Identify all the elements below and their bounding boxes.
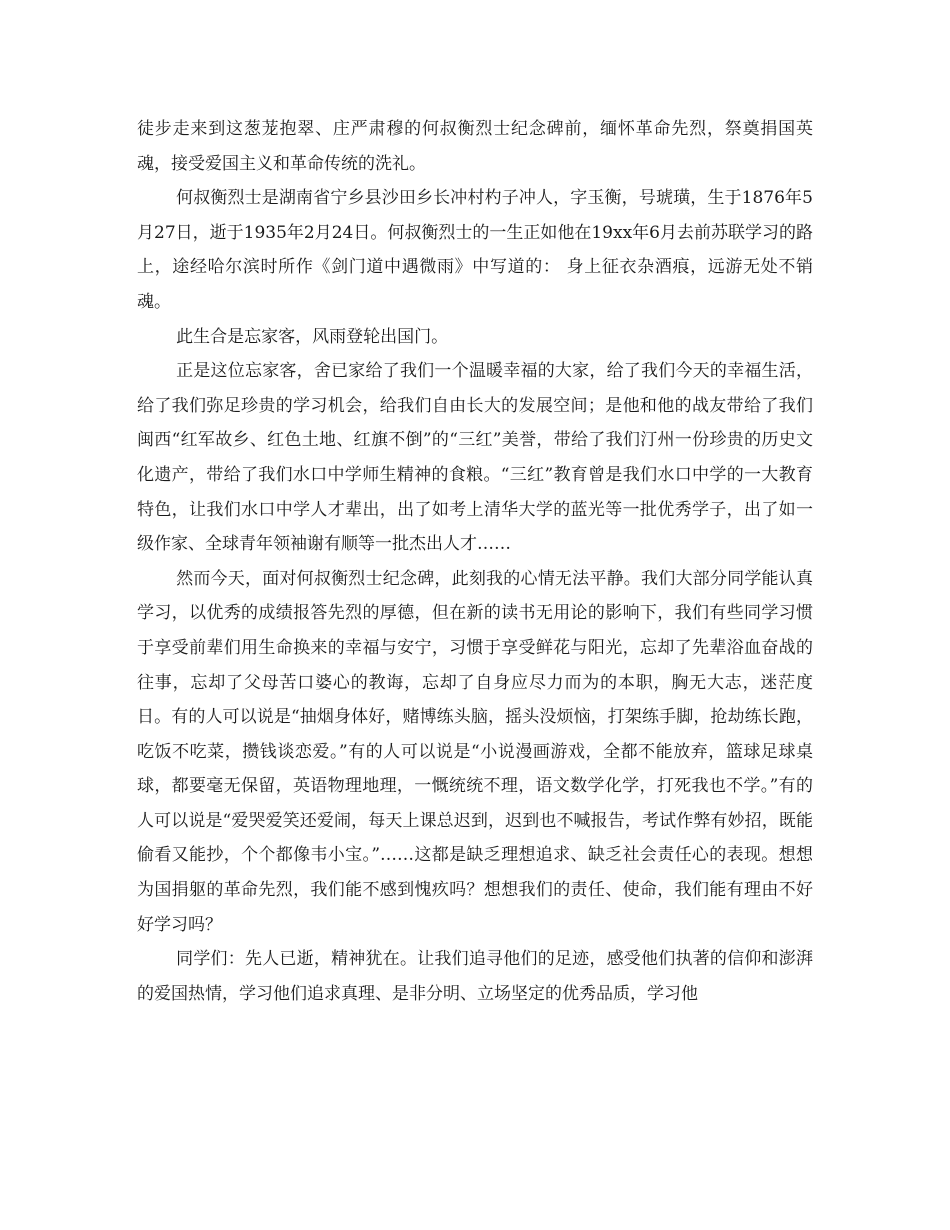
paragraph-call-to-action: 同学们：先人已逝，精神犹在。让我们追寻他们的足迹，感受他们执著的信仰和澎湃的爱国热情，学习他们追求真理、是非分明、立场坚定的优秀品质，学习他 xyxy=(137,949,813,1004)
paragraph-reflection: 然而今天，面对何叔衡烈士纪念碑，此刻我的心情无法平静。我们大部分同学能认真学习，以优秀的成绩报答先烈的厚德，但在新的读书无用论的影响下，我们有些同学习惯于享受前辈们用生命换来的幸福与安宁，习惯于享受鲜花与阳光，忘却了先辈浴血奋战的往事，忘却了父母苦口婆心的教诲，忘却了自身应尽力而为的本职，胸无大志，迷茫度日。有的人可以说是“抽烟身体好，赌博练头脑，摇头没烦恼，打架练手脚，抢劫练长跑，吃饭不吃菜，攒钱谈恋爱。”有的人可以说是“小说漫画游戏，全都不能放弃，篮球足球桌球，都要毫无保留，英语物理地理，一慨统统不理，语文数学化学，打死我也不学。”有的人可以说是“爱哭爱笑还爱闹，每天上课总迟到，迟到也不喊报告，考试作弊有妙招，既能偷看又能抄，个个都像韦小宝。”……这都是缺乏理想追求、缺乏社会责任心的表现。想想为国捐躯的革命先烈，我们能不感到愧疚吗？想想我们的责任、使命，我们能有理由不好好学习吗？ xyxy=(137,568,813,935)
paragraph-biography: 何叔衡烈士是湖南省宁乡县沙田乡长冲村杓子冲人，字玉衡，号琥璜，生于1876年5月27日，逝于1935年2月24日。何叔衡烈士的一生正如他在19xx年6月去前苏联学习的路上，途经哈尔滨时所作《剑门道中遇微雨》中写道的： 身上征衣杂酒痕，远游无处不销魂。 xyxy=(137,188,813,312)
paragraph-legacy: 正是这位忘家客，舍已家给了我们一个温暖幸福的大家，给了我们今天的幸福生活，给了我们弥足珍贵的学习机会，给我们自由长大的发展空间；是他和他的战友带给了我们闽西“红军故乡、红色土地、红旗不倒”的“三红”美誉，带给了我们汀州一份珍贵的历史文化遗产，带给了我们水口中学师生精神的食粮。“三红”教育曾是我们水口中学的一大教育特色，让我们水口中学人才辈出，出了如考上清华大学的蓝光等一批优秀学子，出了如一级作家、全球青年领袖谢有顺等一批杰出人才…… xyxy=(137,361,813,555)
paragraph-poem-line: 此生合是忘家客，风雨登轮出国门。 xyxy=(176,326,449,347)
paragraph-continuation: 徒步走来到这葱茏抱翠、庄严肃穆的何叔衡烈士纪念碑前，缅怀革命先烈，祭奠捐国英魂，接受爱国主义和革命传统的洗礼。 xyxy=(137,119,813,174)
body-text xyxy=(137,112,813,1011)
